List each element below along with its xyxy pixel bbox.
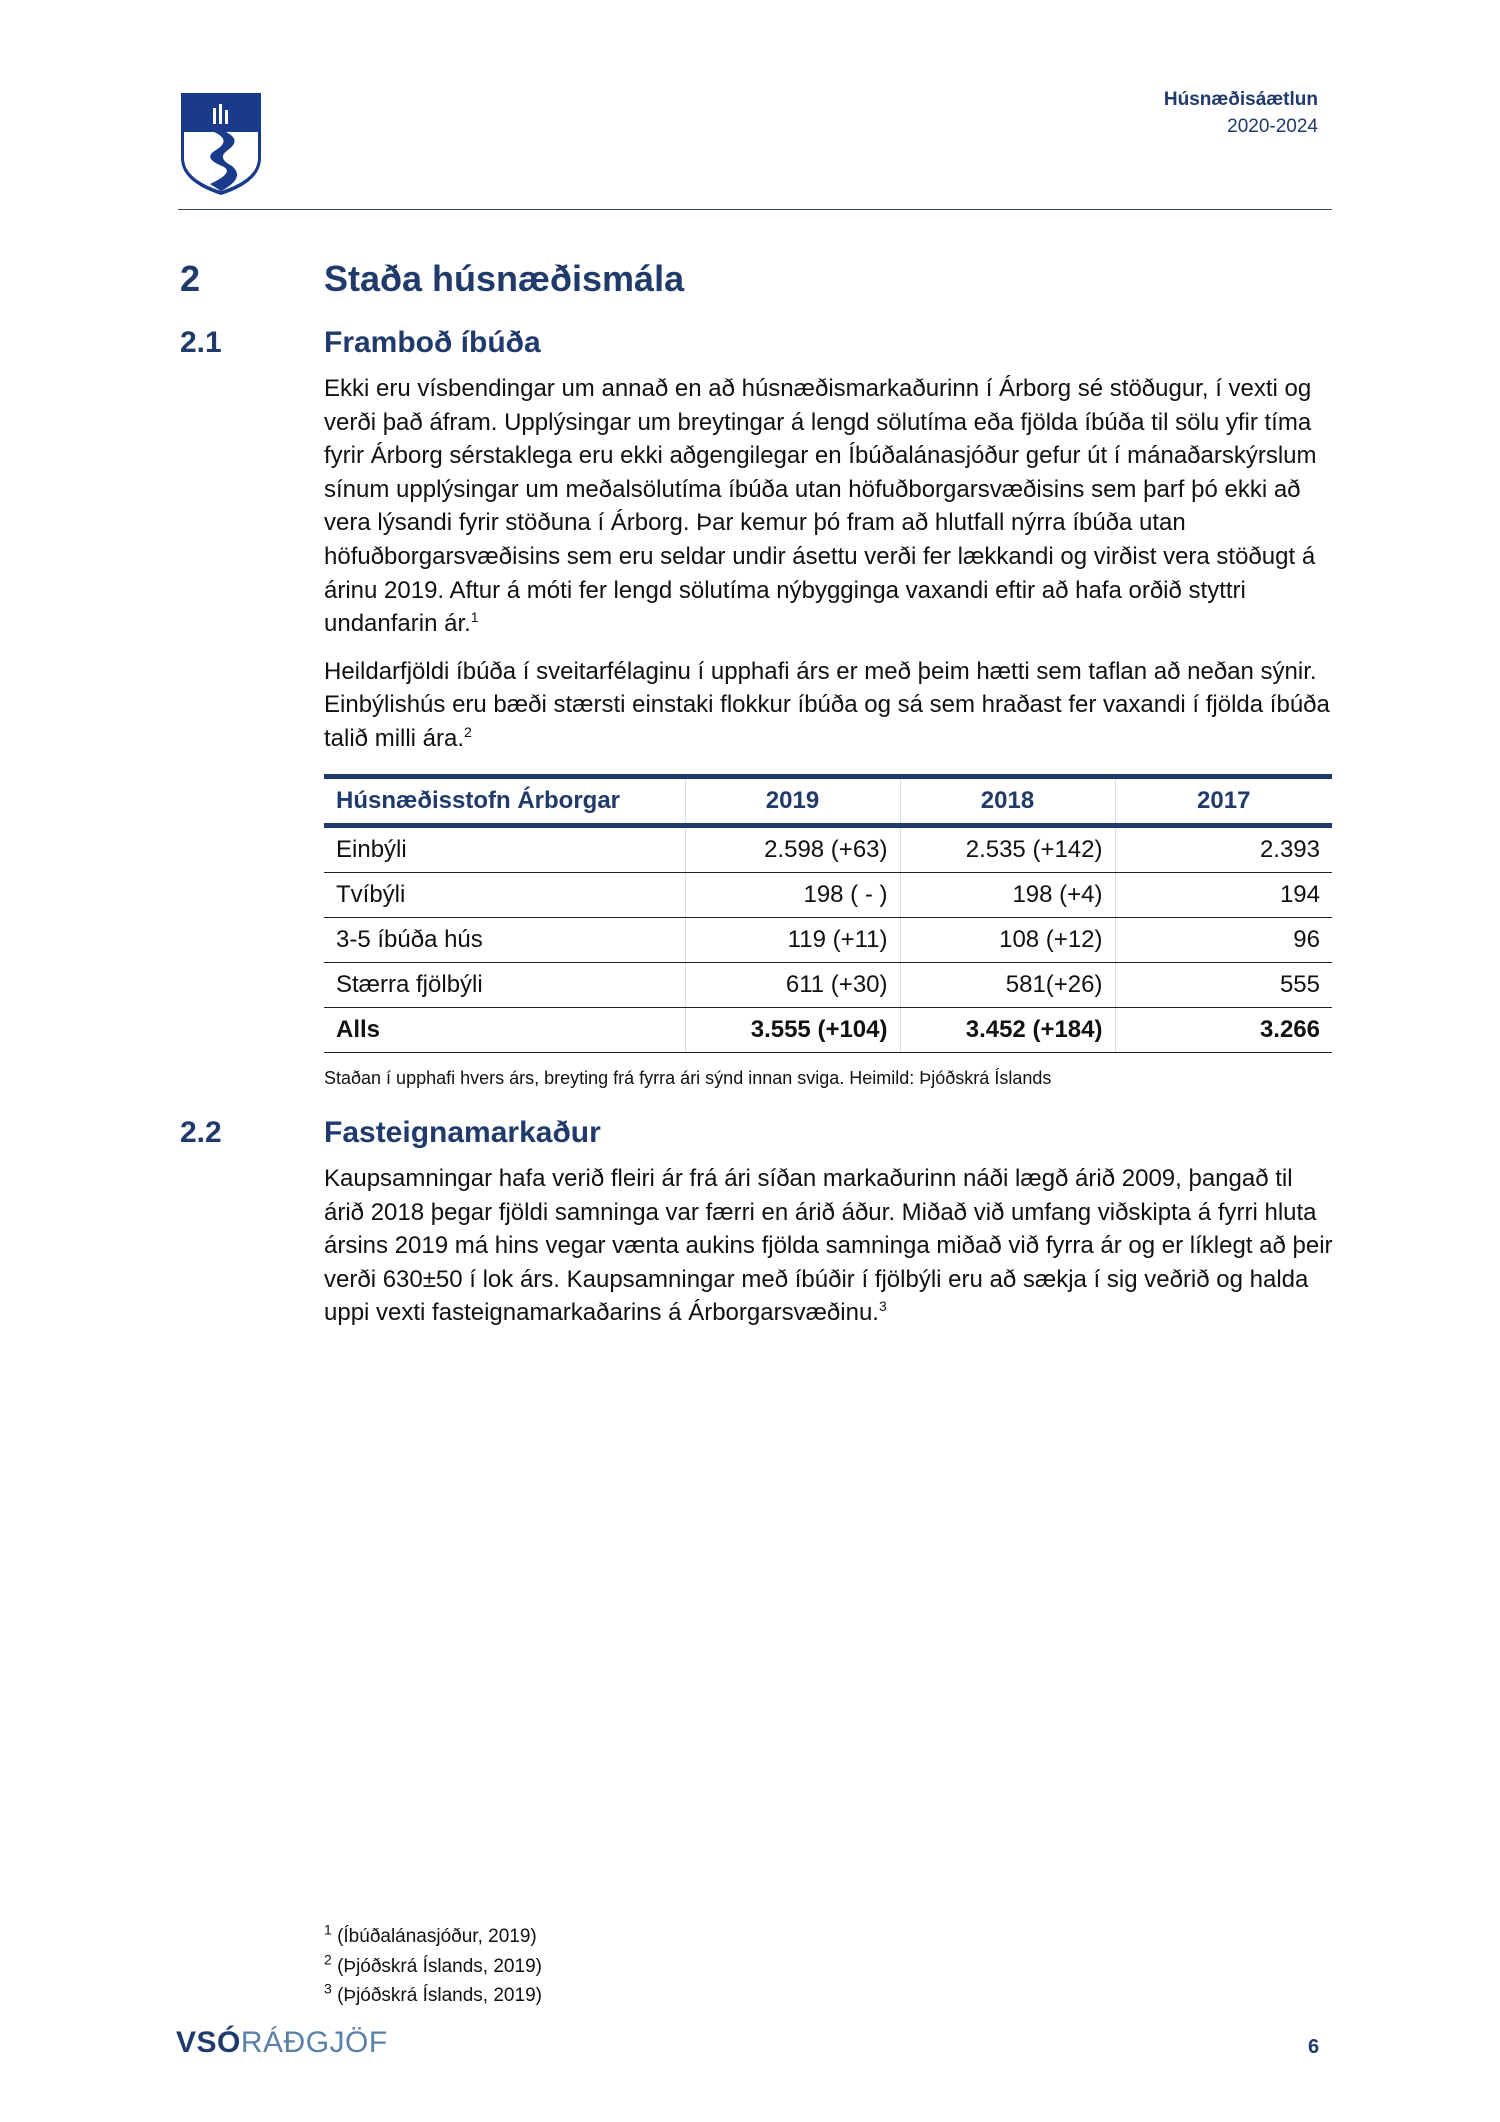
column-header: 2018 <box>900 777 1115 826</box>
column-header: 2019 <box>685 777 900 826</box>
paragraph <box>324 1162 1334 1330</box>
housing-stock-table <box>324 774 1332 1053</box>
paragraph <box>324 372 1334 641</box>
section-number: 2 <box>180 258 201 299</box>
footnote-ref[interactable]: 1 <box>470 609 479 626</box>
cell: Alls <box>324 1008 685 1053</box>
subsection-title: Fasteignamarkaður <box>324 1116 601 1149</box>
cell: 581(+26) <box>900 963 1115 1008</box>
footnote-number: 1 <box>324 1921 332 1938</box>
cell: 194 <box>1115 873 1332 918</box>
footnote-text: (Íbúðalánasjóður, 2019) <box>337 1926 537 1947</box>
paragraph-text: Kaupsamningar hafa verið fleiri ár frá ári síðan markaðurinn náði lægð árið 2009, þangað til árið 2018 þegar fjöldi samninga var færri en árið áður. Miðað við umfang viðskipta á fyrri hluta ársins 2019 má hins vegar vænta aukins fjölda samninga miðað við fyrra ár og er líklegt að þeir verði 630±50 í lok árs. Kaupsamningar með íbúðir í fjölbýli eru að sækja í sig veðrið og halda uppi vexti fasteignamarkaðarins á Árborgarsvæðinu. <box>324 1165 1333 1327</box>
header-divider <box>178 209 1332 210</box>
footnote-number: 3 <box>324 1980 332 1997</box>
footnote-text: (Þjóðskrá Íslands, 2019) <box>337 1985 542 2006</box>
cell: 198 ( - ) <box>685 873 900 918</box>
cell: 119 (+11) <box>685 918 900 963</box>
cell: 108 (+12) <box>900 918 1115 963</box>
cell: 3-5 íbúða hús <box>324 918 685 963</box>
cell: Einbýli <box>324 826 685 873</box>
document-years: 2020-2024 <box>1227 116 1318 137</box>
footnote-ref[interactable]: 3 <box>878 1298 887 1315</box>
table-caption: Staðan í upphafi hvers árs, breyting frá fyrra ári sýnd innan sviga. Heimild: Þjóðskrá Íslands <box>324 1068 1052 1088</box>
cell: 96 <box>1115 918 1332 963</box>
section-body <box>324 372 1334 770</box>
paragraph-text: Heildarfjöldi íbúða í sveitarfélaginu í upphafi árs er með þeim hætti sem taflan að neðan sýnir. Einbýlishús eru bæði stærsti einstaki flokkur íbúða og sá sem hraðast fer vaxandi í fjölda íbúða talið milli ára. <box>324 657 1330 752</box>
subsection-number: 2.2 <box>180 1116 222 1149</box>
brand-light: RÁÐGJÖF <box>240 2026 388 2059</box>
column-header: Húsnæðisstofn Árborgar <box>324 777 685 826</box>
footnote-text: (Þjóðskrá Íslands, 2019) <box>337 1955 542 1977</box>
municipality-crest-logo <box>180 92 262 196</box>
cell: 3.452 (+184) <box>900 1008 1115 1053</box>
brand-bold: VSÓ <box>176 2026 241 2059</box>
table-row <box>324 918 1332 963</box>
cell: Tvíbýli <box>324 873 685 918</box>
cell: 611 (+30) <box>685 963 900 1008</box>
section-body <box>324 1162 1334 1344</box>
footnotes <box>324 1922 542 2011</box>
page-number: 6 <box>1308 2036 1320 2058</box>
column-header: 2017 <box>1115 777 1332 826</box>
table-row <box>324 963 1332 1008</box>
vso-radgjof-logo <box>176 2026 388 2060</box>
document-title: Húsnæðisáætlun <box>1163 89 1318 110</box>
cell: 2.393 <box>1115 826 1332 873</box>
table-header-row <box>324 777 1332 826</box>
running-header <box>1164 86 1318 140</box>
cell: 2.535 (+142) <box>900 826 1115 873</box>
cell: 3.266 <box>1115 1008 1332 1053</box>
table-total-row <box>324 1008 1332 1053</box>
section-title: Staða húsnæðismála <box>324 258 685 299</box>
table-row <box>324 873 1332 918</box>
subsection-title: Framboð íbúða <box>324 326 541 359</box>
footnote-ref[interactable]: 2 <box>464 723 472 740</box>
cell: Stærra fjölbýli <box>324 963 685 1008</box>
footnote <box>324 1922 542 1952</box>
cell: 555 <box>1115 963 1332 1008</box>
footnote-number: 2 <box>324 1951 332 1968</box>
table-row <box>324 826 1332 873</box>
subsection-number: 2.1 <box>180 326 222 359</box>
paragraph-text: Ekki eru vísbendingar um annað en að húsnæðismarkaðurinn í Árborg sé stöðugur, í vexti og verði það áfram. Upplýsingar um breytingar á lengd sölutíma eða fjölda íbúða til sölu yfir tíma fyrir Árborg sérstaklega eru ekki aðgengilegar en Íbúðalánasjóður gefur út í mánaðarskýrslum sínum upplýsingar um meðalsölutíma íbúða utan höfuðborgarsvæðisins sem þarf þó ekki að vera lýsandi fyrir stöðuna í Árborg. Þar kemur þó fram að hlutfall nýrra íbúða utan höfuðborgarsvæðisins sem eru seldar undir ásettu verði fer lækkandi og virðist vera stöðugt á árinu 2019. Aftur á móti fer lengd sölutíma nýbygginga vaxandi eftir að hafa orðið styttri undanfarin ár. <box>324 375 1317 638</box>
footnote <box>324 1952 542 1982</box>
cell: 3.555 (+104) <box>685 1008 900 1053</box>
cell: 198 (+4) <box>900 873 1115 918</box>
footnote <box>324 1981 542 2011</box>
paragraph <box>324 655 1334 756</box>
cell: 2.598 (+63) <box>685 826 900 873</box>
